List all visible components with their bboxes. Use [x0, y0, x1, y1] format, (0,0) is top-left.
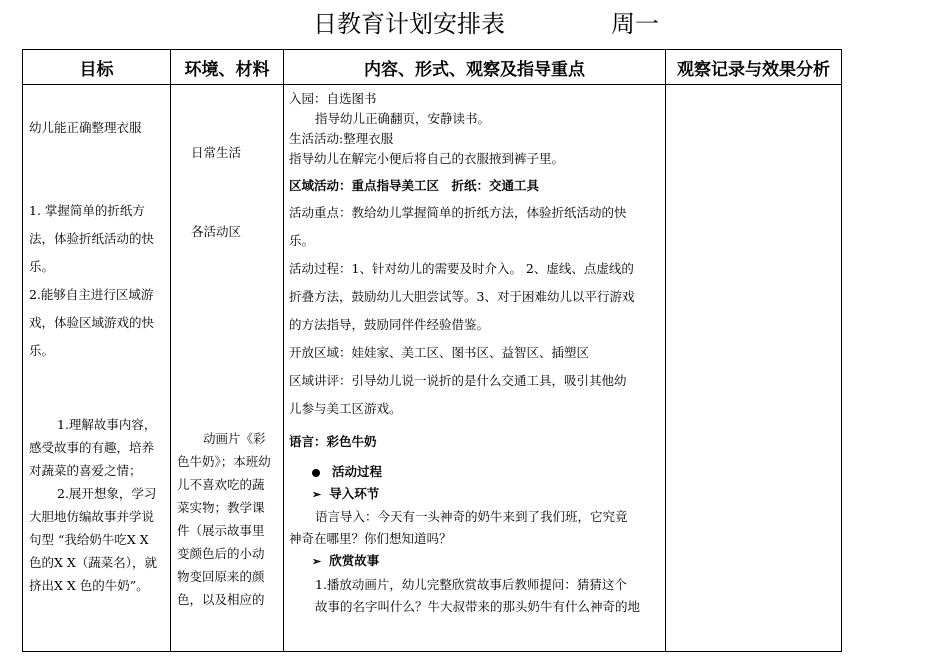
table-header-row — [23, 50, 842, 85]
arrow-right-icon: ➢ — [312, 488, 322, 501]
plan-table — [22, 49, 842, 652]
content-cell — [284, 85, 666, 652]
goal-cell — [23, 85, 171, 652]
environment-cell — [171, 85, 284, 652]
content-process-heading: 活动过程 — [312, 462, 382, 480]
arrow-right-icon: ➢ — [312, 555, 322, 568]
observation-cell — [666, 85, 842, 652]
page-title: 日教育计划安排表 — [313, 10, 505, 38]
page-title-row — [0, 6, 950, 42]
env-daily-life: 日常生活 — [191, 145, 242, 160]
content-story-heading: ➢ 欣赏故事 — [312, 553, 380, 568]
goal-area-games: 2.能够自主进行区域游 戏，体验区域游戏的快 乐。 — [29, 287, 155, 358]
content-intro-heading: ➢ 导入环节 — [312, 486, 380, 501]
env-activity-areas: 各活动区 — [191, 224, 242, 239]
content-story-text: 1.播放动画片，幼儿完整欣赏故事后教师提问：猜猜这个 故事的名字叫什么？牛大叔带来的那头奶牛有什么神奇的地 — [315, 577, 641, 614]
column-header-observation: 观察记录与效果分析 — [666, 50, 842, 85]
bullet-dot-icon — [312, 469, 320, 477]
column-header-environment: 环境、材料 — [171, 50, 284, 85]
column-header-goal: 目标 — [23, 50, 171, 85]
goal-story-understanding: 1.理解故事内容， 感受故事的有趣，培养 对蔬菜的喜爱之情； — [29, 417, 157, 478]
table-row — [23, 85, 842, 652]
column-header-content: 内容、形式、观察及指导重点 — [284, 50, 666, 85]
goal-folding: 1. 掌握简单的折纸方 法，体验折纸活动的快 乐。 — [29, 203, 155, 274]
env-materials: 动画片《彩 色牛奶》；本班幼 儿不喜欢吃的蔬 菜实物；教学课 件（展示故事里 变颜色后的小动 物变回原来的颜 色，以及相应的 — [177, 431, 271, 607]
goal-dress: 幼儿能正确整理衣服 — [29, 120, 142, 135]
goal-story-imagination: 2.展开想象，学习 大胆地仿编故事并学说 句型 “我给奶牛吃X X 色的X X（蔬菜名），就 挤出X X 色的牛奶”。 — [29, 486, 158, 593]
content-area-activity: 活动重点：教给幼儿掌握简单的折纸方法，体验折纸活动的快 乐。 活动过程：1、针对幼儿的需要及时介入。 2、虚线、点虚线的 折叠方法，鼓励幼儿大胆尝试等。3、对于困难幼儿以平行游戏 的方法指导，鼓励同伴件经验借鉴。 开放区域：娃娃家、美工区、图书区、益智区、插塑区 区域讲评：引导幼儿说一说折的是什么交通工具，吸引其他幼 儿参与美工区游戏。 — [289, 205, 635, 416]
content-arrival: 入园：自选图书 指导幼儿正确翻页，安静读书。 生活活动:整理衣服 指导幼儿在解完小便后将自己的衣服掖到裤子里。 — [289, 91, 565, 166]
content-language-title: 语言：彩色牛奶 — [289, 434, 377, 449]
content-area-activity-title: 区域活动：重点指导美工区 折纸：交通工具 — [289, 178, 540, 193]
day-label: 周一 — [611, 10, 659, 38]
content-intro-text: 语言导入：今天有一头神奇的奶牛来到了我们班，它究竟 神奇在哪里？你们想知道吗？ — [289, 509, 628, 546]
